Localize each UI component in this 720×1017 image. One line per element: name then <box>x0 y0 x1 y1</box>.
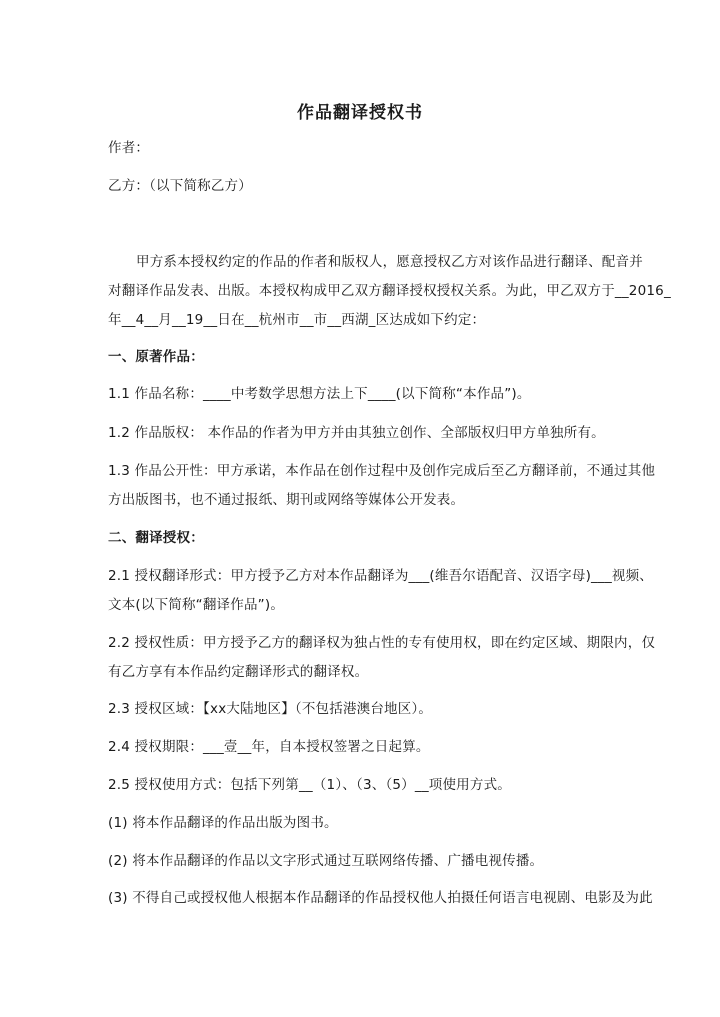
preamble-line-2: 对翻译作品发表、出版。本授权构成甲乙双方翻译授权授权关系。为此，甲乙双方于__2016_ <box>108 283 671 299</box>
usage-item-3: (3) 不得自己或授权他人根据本作品翻译的作品授权他人拍摄任何语言电视剧、电影及为此 <box>108 890 653 906</box>
usage-item-2: (2) 将本作品翻译的作品以文字形式通过互联网络传播、广播电视传播。 <box>108 853 544 869</box>
section-heading-translation-license: 二、翻译授权： <box>108 530 204 546</box>
clause-2-2-cont: 有乙方享有本作品约定翻译形式的翻译权。 <box>108 664 369 680</box>
clause-1-3: 1.3 作品公开性：甲方承诺，本作品在创作过程中及创作完成后至乙方翻译前，不通过其他 <box>108 463 656 479</box>
party-b-field: 乙方：（以下简称乙方） <box>108 178 252 194</box>
document-title: 作品翻译授权书 <box>297 103 423 123</box>
clause-1-2: 1.2 作品版权： 本作品的作者为甲方并由其独立创作、全部版权归甲方单独所有。 <box>108 425 605 441</box>
preamble-line-1: 甲方系本授权约定的作品的作者和版权人，愿意授权乙方对该作品进行翻译、配音并 <box>136 254 643 270</box>
preamble-line-3: 年__4__月__19__日在__杭州市__市__西湖_区达成如下约定： <box>108 312 486 328</box>
section-heading-original-work: 一、原著作品： <box>108 349 204 365</box>
author-field: 作者： <box>108 140 150 156</box>
clause-1-1: 1.1 作品名称：____中考数学思想方法上下____(以下简称“本作品”)。 <box>108 386 531 402</box>
clause-2-5: 2.5 授权使用方式：包括下列第__（1）、（3、（5）__项使用方式。 <box>108 777 511 793</box>
usage-item-1: (1) 将本作品翻译的作品出版为图书。 <box>108 815 338 831</box>
clause-2-1: 2.1 授权翻译形式：甲方授予乙方对本作品翻译为___(维吾尔语配音、汉语字母)___视频、 <box>108 568 653 584</box>
clause-2-1-cont: 文本(以下简称“翻译作品”)。 <box>108 597 285 613</box>
clause-1-3-cont: 方出版图书，也不通过报纸、期刊或网络等媒体公开发表。 <box>108 492 465 508</box>
clause-2-2: 2.2 授权性质：甲方授予乙方的翻译权为独占性的专有使用权，即在约定区域、期限内，仅 <box>108 635 656 651</box>
clause-2-4: 2.4 授权期限：___壹__年，自本授权签署之日起算。 <box>108 739 430 755</box>
clause-2-3: 2.3 授权区域：【xx大陆地区】（不包括港澳台地区）。 <box>108 701 433 717</box>
